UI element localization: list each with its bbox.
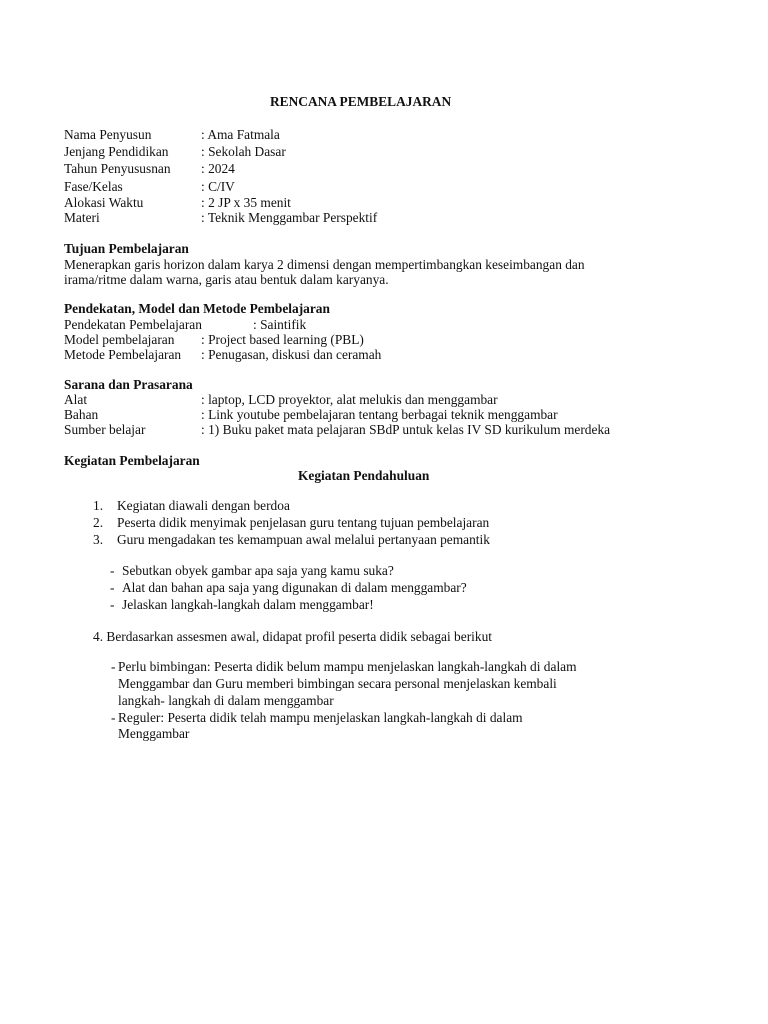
bullet-dash: - (110, 580, 115, 595)
identity-label: Fase/Kelas (64, 179, 123, 194)
sarana-label: Alat (64, 392, 88, 407)
identity-value: : Teknik Menggambar Perspektif (201, 210, 378, 225)
section-heading-sarana: Sarana dan Prasarana (64, 377, 193, 392)
sarana-value: : 1) Buku paket mata pelajaran SBdP untuk kelas IV SD kurikulum merdeka (201, 422, 611, 437)
sarana-value: : laptop, LCD proyektor, alat melukis dan menggambar (201, 392, 498, 407)
section-heading-pendekatan: Pendekatan, Model dan Metode Pembelajaran (64, 301, 330, 316)
pendekatan-value: : Project based learning (PBL) (201, 332, 364, 347)
sarana-label: Bahan (64, 407, 99, 422)
tujuan-text-line: Menerapkan garis horizon dalam karya 2 dimensi dengan mempertimbangkan keseimbangan dan (64, 257, 585, 272)
identity-value: : 2 JP x 35 menit (201, 195, 291, 210)
bullet-dash: - (111, 710, 116, 725)
pendekatan-label: Model pembelajaran (64, 332, 175, 347)
section-heading-tujuan: Tujuan Pembelajaran (64, 241, 189, 256)
identity-label: Nama Penyusun (64, 127, 152, 142)
identity-label: Tahun Penyususnan (64, 161, 171, 176)
bullet-dash: - (110, 563, 115, 578)
profile-line: Menggambar dan Guru memberi bimbingan secara personal menjelaskan kembali (118, 676, 557, 691)
pendekatan-label: Metode Pembelajaran (64, 347, 182, 362)
pendekatan-value: : Penugasan, diskusi dan ceramah (201, 347, 382, 362)
subheading-pendahuluan: Kegiatan Pendahuluan (298, 468, 430, 483)
identity-label: Alokasi Waktu (64, 195, 144, 210)
document-title: RENCANA PEMBELAJARAN (270, 94, 452, 109)
identity-value: : C/IV (201, 179, 235, 194)
pendekatan-value: : Saintifik (253, 317, 307, 332)
question-item: Sebutkan obyek gambar apa saja yang kamu suka? (122, 563, 394, 578)
profile-line: Perlu bimbingan: Peserta didik belum mampu menjelaskan langkah-langkah di dalam (118, 659, 577, 674)
numbered-item-number: 3. (93, 532, 104, 547)
identity-value: : 2024 (201, 161, 235, 176)
question-item: Jelaskan langkah-langkah dalam menggambar! (122, 597, 374, 612)
profile-line: Reguler: Peserta didik telah mampu menjelaskan langkah-langkah di dalam (118, 710, 523, 725)
profile-line: Menggambar (118, 726, 190, 741)
numbered-item-text: Guru mengadakan tes kemampuan awal melalui pertanyaan pemantik (117, 532, 490, 547)
item-four-text: 4. Berdasarkan assesmen awal, didapat profil peserta didik sebagai berikut (93, 629, 492, 644)
question-item: Alat dan bahan apa saja yang digunakan di dalam menggambar? (122, 580, 467, 595)
sarana-value: : Link youtube pembelajaran tentang berbagai teknik menggambar (201, 407, 558, 422)
numbered-item-number: 1. (93, 498, 104, 513)
sarana-label: Sumber belajar (64, 422, 146, 437)
numbered-item-number: 2. (93, 515, 104, 530)
profile-line: langkah- langkah di dalam menggambar (118, 693, 334, 708)
numbered-item-text: Peserta didik menyimak penjelasan guru tentang tujuan pembelajaran (117, 515, 490, 530)
identity-label: Jenjang Pendidikan (64, 144, 169, 159)
tujuan-text-line: irama/ritme dalam warna, garis atau bentuk dalam karyanya. (64, 272, 389, 287)
identity-value: : Sekolah Dasar (201, 144, 286, 159)
numbered-item-text: Kegiatan diawali dengan berdoa (117, 498, 290, 513)
identity-value: : Ama Fatmala (201, 127, 280, 142)
identity-label: Materi (64, 210, 100, 225)
section-heading-kegiatan: Kegiatan Pembelajaran (64, 453, 200, 468)
bullet-dash: - (110, 597, 115, 612)
bullet-dash: - (111, 659, 116, 674)
pendekatan-label: Pendekatan Pembelajaran (64, 317, 202, 332)
